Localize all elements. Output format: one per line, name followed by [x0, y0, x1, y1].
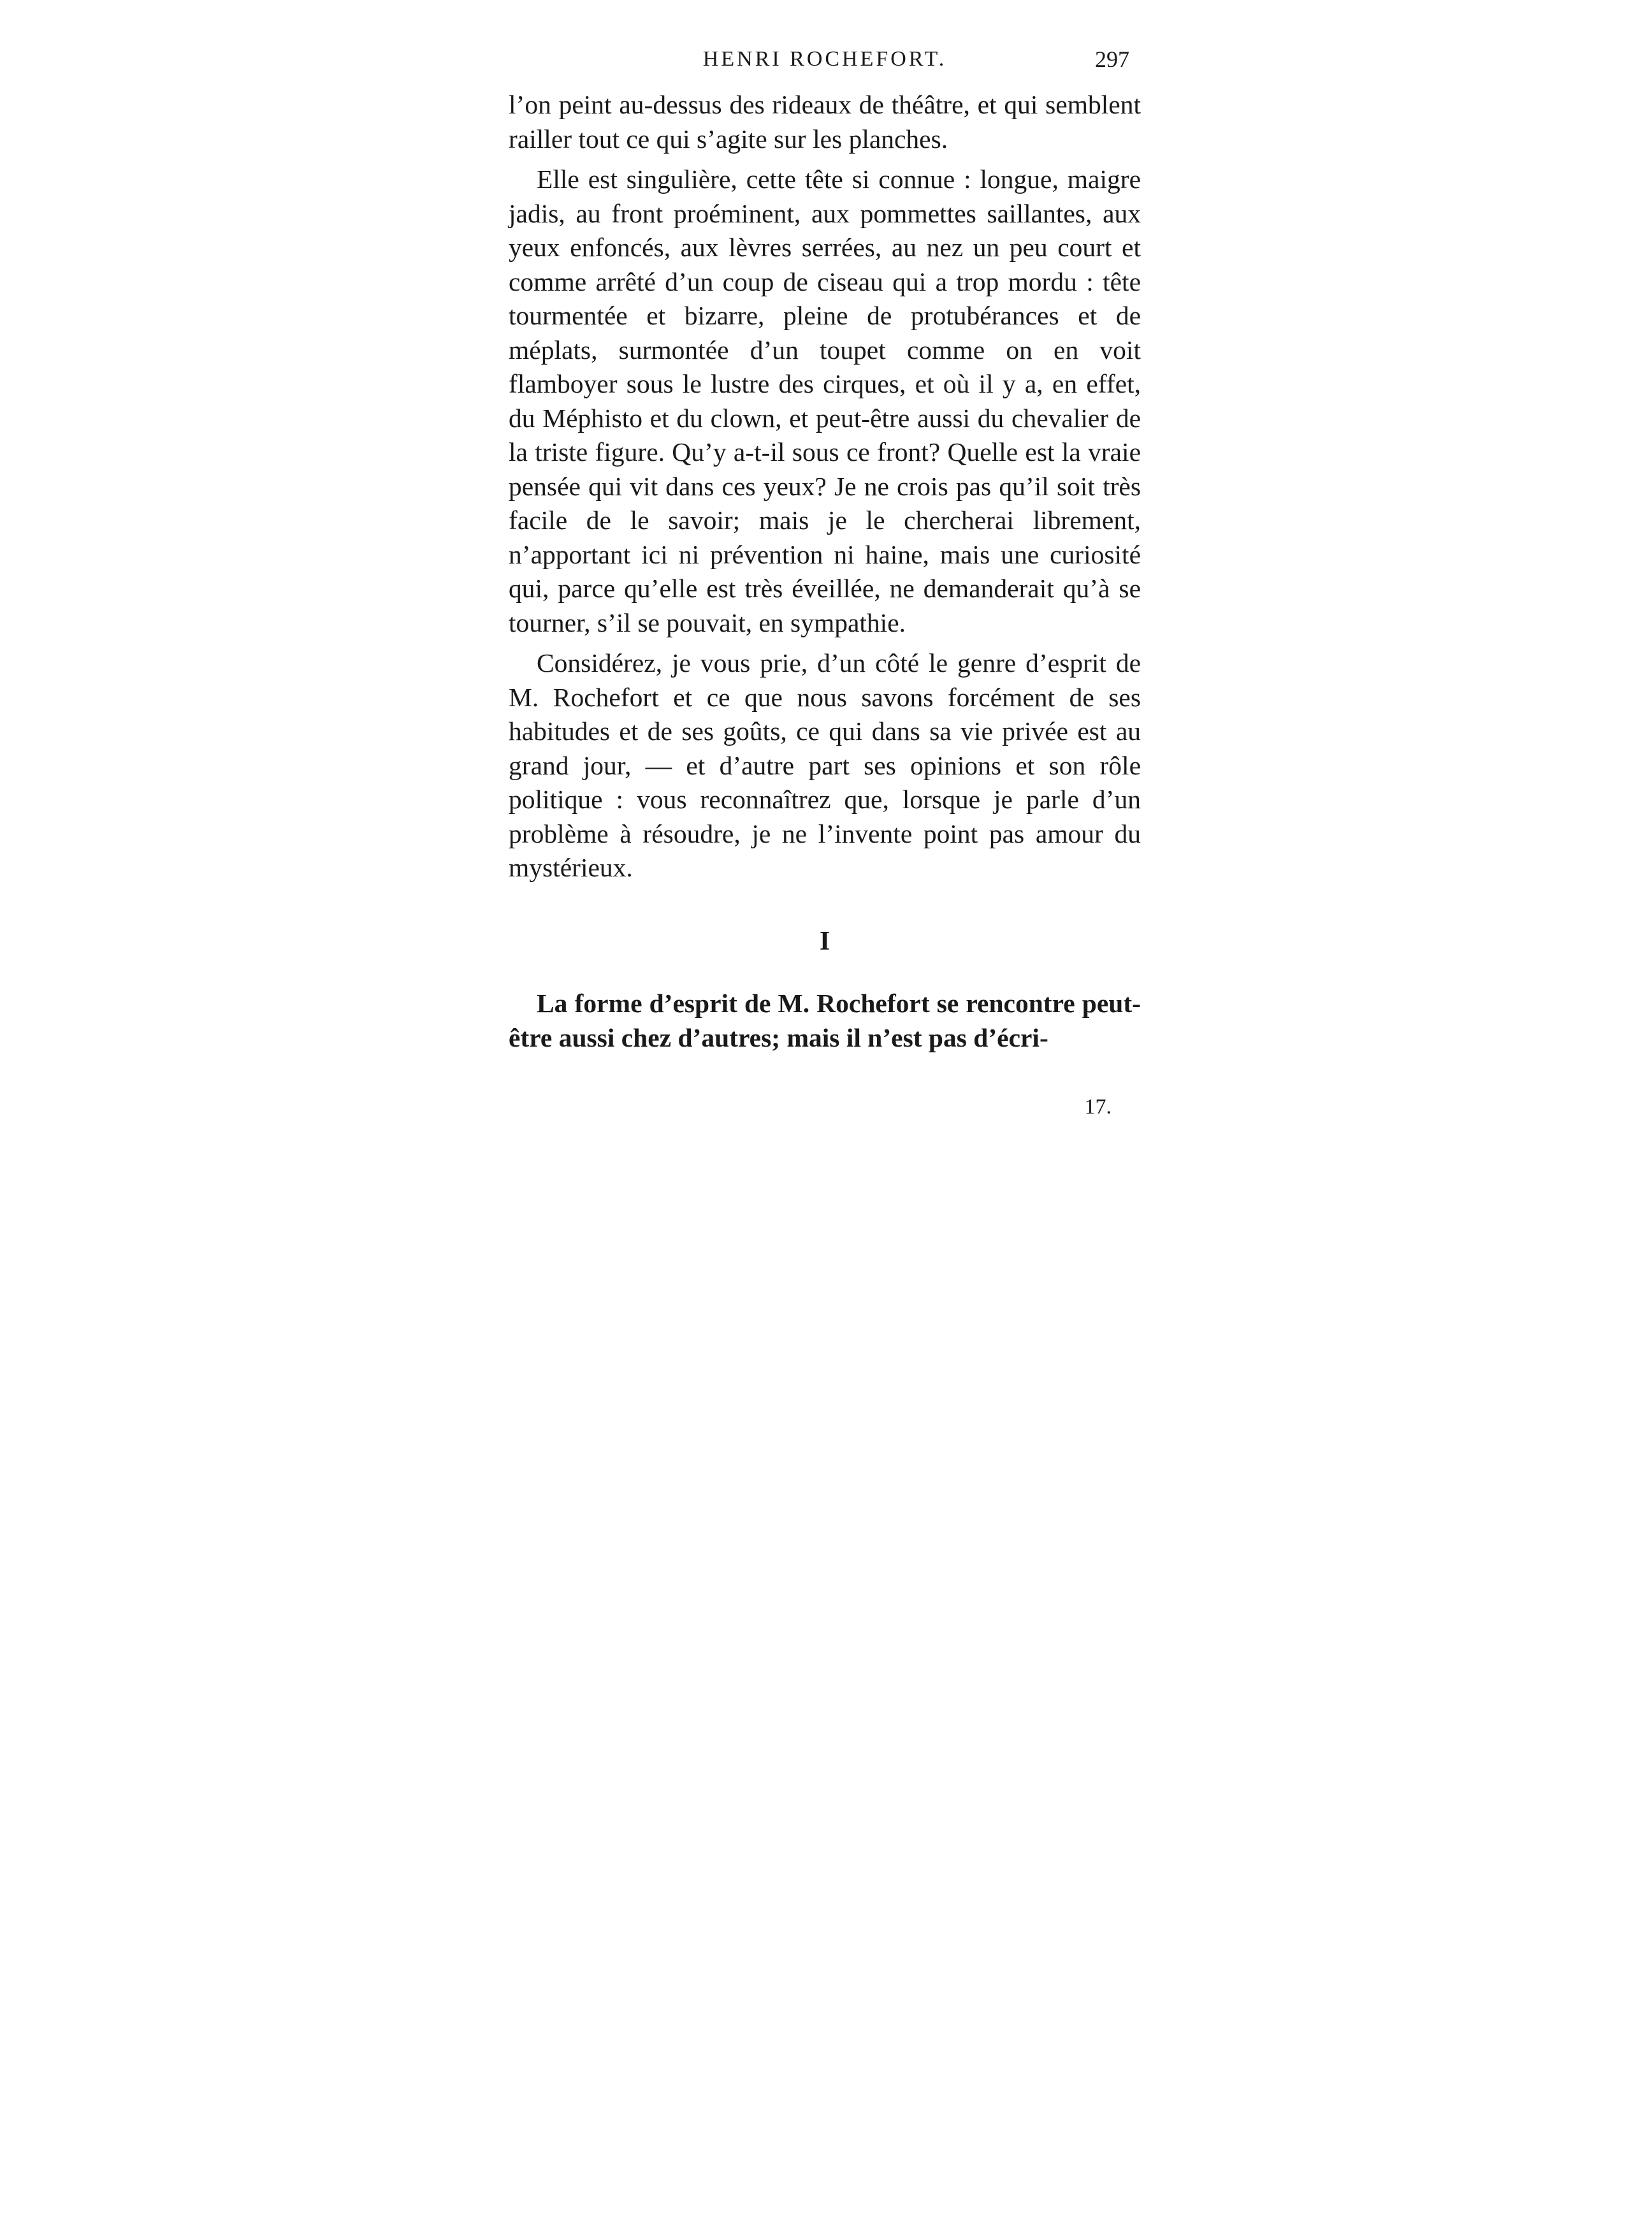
paragraph-problem: Considérez, je vous prie, d’un côté le genre d’esprit de M. Rochefort et ce que nous savons forcément de ses habitudes et de ses goûts, ce qui dans sa vie privée est au grand jour, — et d’autre part ses opinions et son rôle politique : vous reconnaîtrez que, lorsque je parle d’un problème à résoudre, je ne l’invente point pas amour du mystérieux.: [509, 648, 1141, 882]
body-text: [509, 88, 1141, 1061]
running-head: [509, 41, 1141, 79]
running-title: HENRI ROCHEFORT.: [702, 47, 947, 71]
section-heading: I: [819, 926, 830, 956]
paragraph-continuation: l’on peint au-dessus des rideaux de théâtre, et qui semblent railler tout ce qui s’agite sur les planches.: [509, 90, 1141, 154]
printer-signature: 17.: [1084, 1095, 1112, 1119]
paragraph-section-start: La forme d’esprit de M. Rochefort se rencontre peut-être aussi chez d’autres; mais il n’est pas d’écri-: [509, 989, 1141, 1052]
page-number: 297: [1095, 47, 1129, 72]
paragraph-portrait: Elle est singulière, cette tête si connue : longue, maigre jadis, au front proéminent, aux pommettes saillantes, aux yeux enfoncés, aux lèvres serrées, au nez un peu court et comme arrêté d’un coup de ciseau qui a trop mordu : tête tourmentée et bizarre, pleine de protubérances et de méplats, surmontée d’un toupet comme on en voit flamboyer sous le lustre des cirques, et où il y a, en effet, du Méphisto et du clown, et peut-être aussi du chevalier de la triste figure. Qu’y a-t-il sous ce front? Quelle est la vraie pensée qui vit dans ces yeux? Je ne crois pas qu’il soit très facile de le savoir; mais je le chercherai librement, n’apportant ici ni prévention ni haine, mais une curiosité qui, parce qu’elle est très éveillée, ne demanderait qu’à se tourner, s’il se pouvait, en sympathie.: [509, 164, 1141, 637]
